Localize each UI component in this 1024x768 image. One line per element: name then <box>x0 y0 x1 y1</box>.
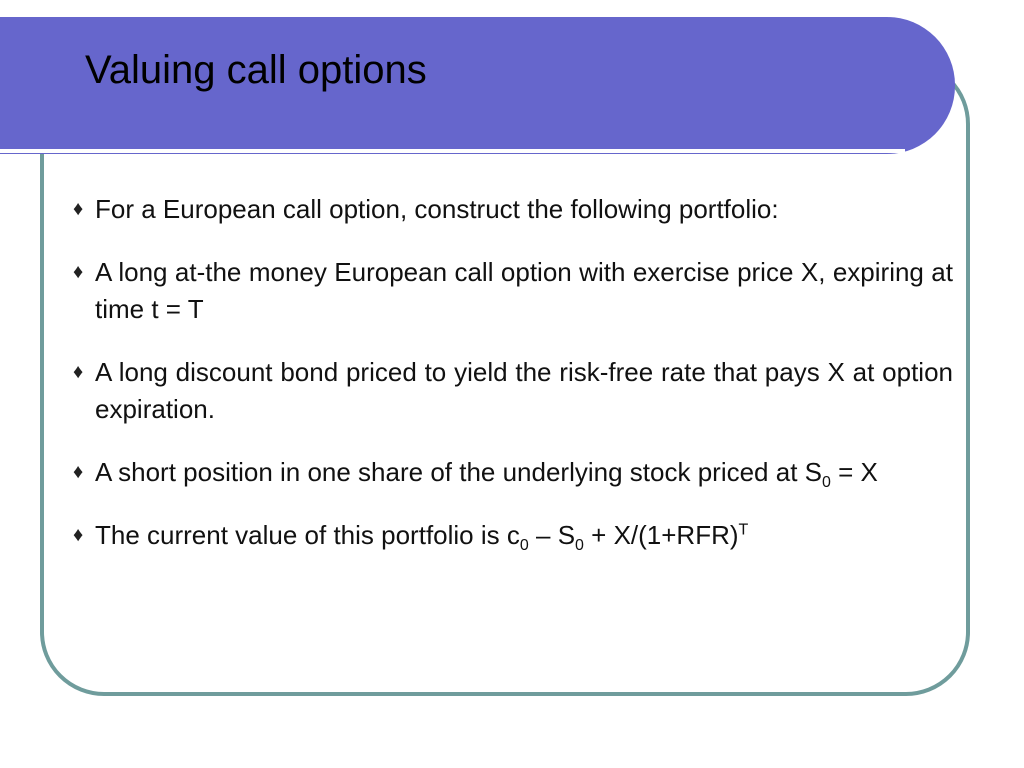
bullet-item <box>73 191 953 228</box>
bullet-text-part: = X <box>830 457 878 487</box>
diamond-bullet-icon: ♦ <box>73 261 84 283</box>
title-underline <box>0 149 905 153</box>
diamond-bullet-icon: ♦ <box>73 361 84 383</box>
bullet-text: For a European call option, construct the following portfolio: <box>95 194 779 224</box>
subscript: 0 <box>821 474 831 492</box>
bullet-text <box>95 520 749 555</box>
bullet-item <box>73 454 953 491</box>
diamond-bullet-icon: ♦ <box>73 524 84 546</box>
subscript: 0 <box>575 537 584 555</box>
bullet-item <box>73 254 953 328</box>
bullet-text <box>95 457 878 492</box>
subscript: 0 <box>519 537 529 555</box>
bullet-item <box>73 517 953 554</box>
diamond-bullet-icon: ♦ <box>73 461 84 483</box>
bullet-text-part: A short position in one share of the underlying stock priced at S <box>95 457 822 487</box>
bullet-list <box>73 191 953 580</box>
superscript: T <box>738 521 749 539</box>
diamond-bullet-icon: ♦ <box>73 198 84 220</box>
bullet-text-part: The current value of this portfolio is c <box>95 520 520 550</box>
slide-title: Valuing call options <box>85 48 427 92</box>
bullet-text: A long discount bond priced to yield the risk-free rate that pays X at option expiration. <box>95 357 953 424</box>
bullet-text-part: – S <box>528 520 576 550</box>
bullet-item <box>73 354 953 428</box>
bullet-text: A long at-the money European call option with exercise price X, expiring at time t = T <box>95 257 953 324</box>
bullet-text-part: + X/(1+RFR) <box>583 520 739 550</box>
